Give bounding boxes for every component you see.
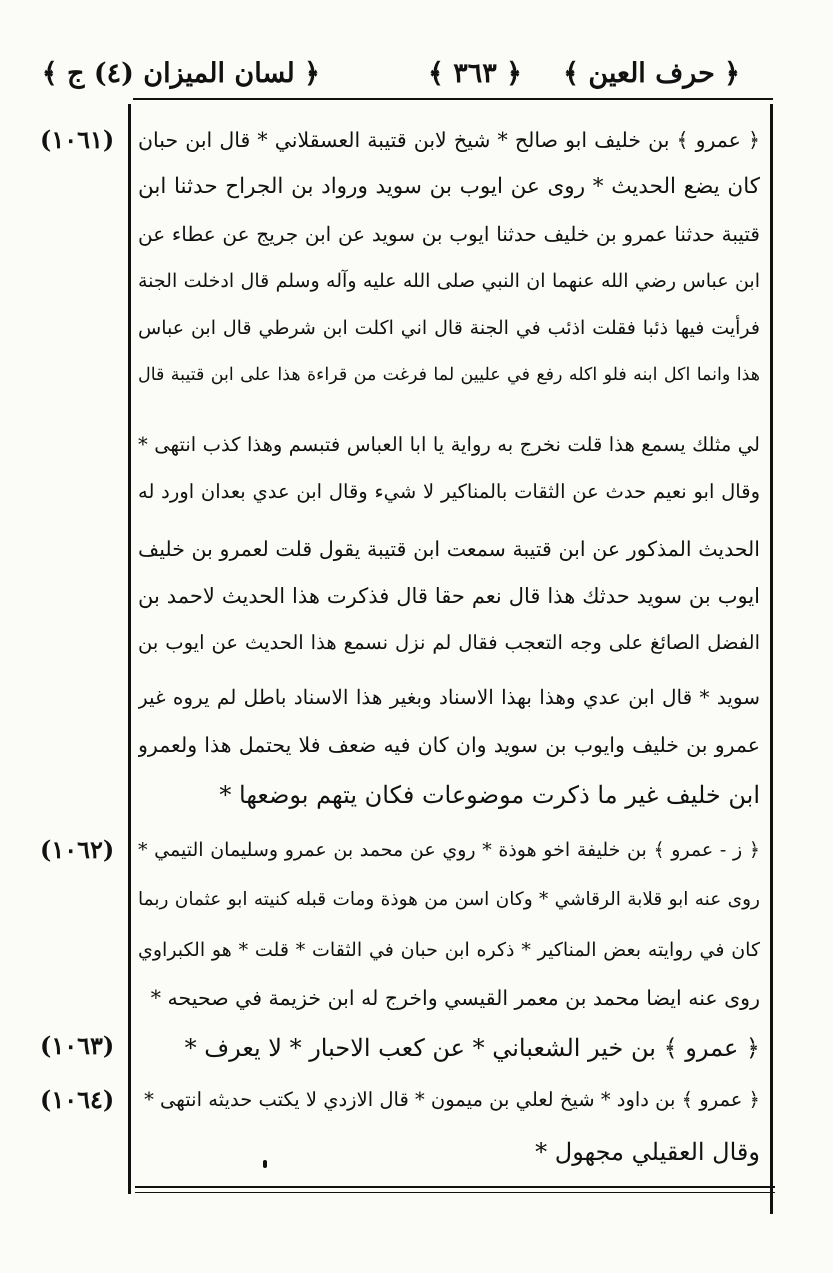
header-chapter-title: ﴿ حرف العين ﴾ bbox=[563, 58, 740, 89]
text-line: قتيبة حدثنا عمرو بن خليف حدثنا ايوب بن سويد عن ابن جريج عن عطاء عن bbox=[138, 222, 760, 246]
text-line: ايوب بن سويد حدثك هذا قال نعم حقا قال فذكرت هذا الحديث لاحمد بن bbox=[138, 584, 760, 608]
text-line: وقال ابو نعيم حدث عن الثقات بالمناكير لا شيء وقال ابن عدي بعدان اورد له bbox=[138, 480, 760, 503]
entry-number: (١٠٦١) bbox=[40, 125, 115, 154]
text-line: روى عنه ابو قلابة الرقاشي * وكان اسن من هوذة ومات قبله كنيته ابو عثمان ربما bbox=[138, 889, 760, 910]
text-line: ابن عباس رضي الله عنهما ان النبي صلى الله عليه وآله وسلم قال ادخلت الجنة bbox=[138, 270, 760, 292]
text-line: لي مثلك يسمع هذا قلت نخرج به رواية يا ابا العباس فتبسم وهذا كذب انتهى * bbox=[138, 433, 760, 456]
text-line: ابن خليف غير ما ذكرت موضوعات فكان يتهم بوضعها * bbox=[219, 781, 760, 809]
text-line: وقال العقيلي مجهول * bbox=[535, 1138, 760, 1166]
text-line: ﴿ عمرو ﴾ بن داود * شيخ لعلي بن ميمون * قال الازدي لا يكتب حديثه انتهى * bbox=[144, 1088, 760, 1111]
footer-rule-thin bbox=[135, 1192, 775, 1193]
ink-mark bbox=[263, 1160, 267, 1168]
text-line: ﴿ ز - عمرو ﴾ بن خليفة اخو هوذة * روي عن محمد بن عمرو وسليمان التيمي * bbox=[138, 839, 760, 861]
entry-number: (١٠٦٣) bbox=[40, 1031, 115, 1060]
text-line: كان يضع الحديث * روى عن ايوب بن سويد ورواد بن الجراح حدثنا ابن bbox=[138, 174, 760, 199]
entry-number: (١٠٦٢) bbox=[40, 835, 115, 864]
text-line: الحديث المذكور عن ابن قتيبة سمعت ابن قتيبة يقول قلت لعمرو بن خليف bbox=[138, 537, 760, 561]
running-header bbox=[41, 52, 740, 102]
footer-rule bbox=[135, 1186, 775, 1188]
header-page-number: ﴿ ٣٦٣ ﴾ bbox=[428, 58, 522, 89]
right-frame-rule bbox=[770, 104, 773, 1214]
text-line: فرأيت فيها ذئبا فقلت اذئب في الجنة قال اني اكلت ابن شرطي قال ابن عباس bbox=[138, 317, 760, 339]
text-line: ﴿ عمرو ﴾ بن خير الشعباني * عن كعب الاحبار * لا يعرف * bbox=[184, 1034, 760, 1062]
text-line: سويد * قال ابن عدي وهذا بهذا الاسناد وبغير هذا الاسناد باطل لم يروه غير bbox=[138, 685, 760, 709]
text-line: الفضل الصائغ على وجه التعجب فقال لم نزل نسمع هذا الحديث عن ايوب بن bbox=[138, 631, 760, 654]
text-line: كان في روايته بعض المناكير * ذكره ابن حبان في الثقات * قلت * هو الكبراوي bbox=[138, 939, 760, 961]
text-line: هذا وانما اكل ابنه فلو اكله رفع في عليين لما فرغت من قراءة هذا على ابن قتيبة قال bbox=[138, 365, 760, 385]
text-line: روى عنه ايضا محمد بن معمر القيسي واخرج له ابن خزيمة في صحيحه * bbox=[150, 986, 760, 1010]
header-book-title: ﴿ لسان الميزان (٤) ج ﴾ bbox=[41, 58, 320, 89]
entry-number: (١٠٦٤) bbox=[40, 1085, 115, 1114]
text-line: عمرو بن خليف وايوب بن سويد وان كان فيه ضعف فلا يحتمل هذا ولعمرو bbox=[138, 733, 760, 757]
header-rule bbox=[133, 98, 773, 100]
text-line: ﴿ عمرو ﴾ بن خليف ابو صالح * شيخ لابن قتيبة العسقلاني * قال ابن حبان bbox=[138, 128, 760, 152]
